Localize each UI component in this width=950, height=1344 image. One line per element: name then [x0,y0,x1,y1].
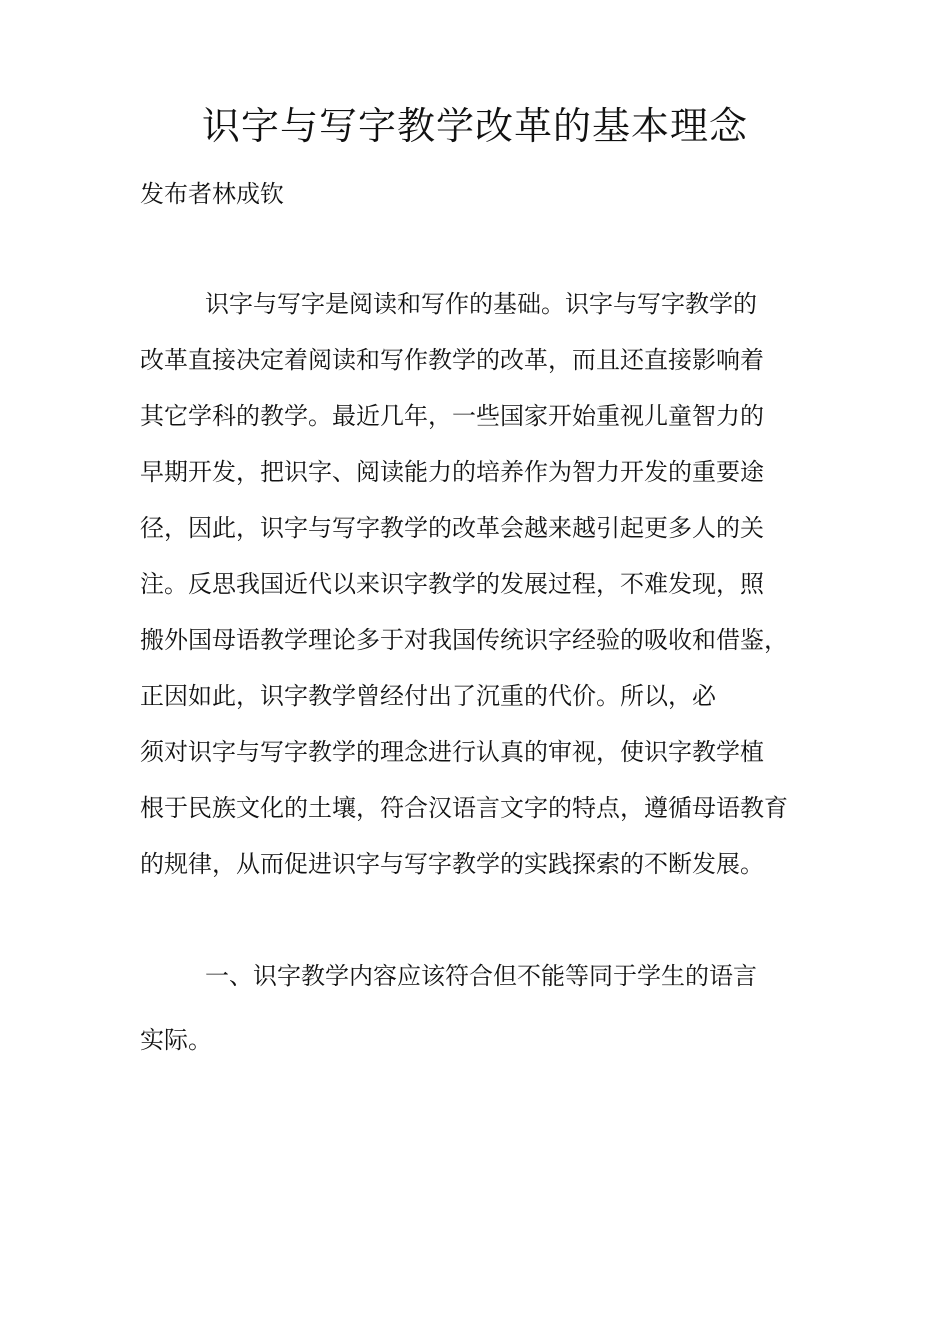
paragraph-line: 识字与写字是阅读和写作的基础。识字与写字教学的 [205,290,757,318]
heading-line: 实际。 [140,1026,212,1054]
author-line: 发布者林成钦 [140,180,284,208]
paragraph-line: 正因如此，识字教学曾经付出了沉重的代价。所以，必 [140,682,716,710]
paragraph-line: 根于民族文化的土壤，符合汉语言文字的特点，遵循母语教育 [140,794,788,822]
paragraph-line: 径，因此，识字与写字教学的改革会越来越引起更多人的关 [140,514,764,542]
document-title: 识字与写字教学改革的基本理念 [201,104,748,148]
paragraph-line: 须对识字与写字教学的理念进行认真的审视，使识字教学植 [140,738,764,766]
paragraph-line: 的规律，从而促进识字与写字教学的实践探索的不断发展。 [140,850,764,878]
paragraph-line: 注。反思我国近代以来识字教学的发展过程，不难发现，照 [140,570,764,598]
paragraph-line: 改革直接决定着阅读和写作教学的改革，而且还直接影响着 [140,346,764,374]
paragraph-line: 搬外国母语教学理论多于对我国传统识字经验的吸收和借鉴， [140,626,788,654]
paragraph-line: 其它学科的教学。最近几年，一些国家开始重视儿童智力的 [140,402,764,430]
heading-line: 一、识字教学内容应该符合但不能等同于学生的语言 [205,962,757,990]
paragraph-line: 早期开发，把识字、阅读能力的培养作为智力开发的重要途 [140,458,764,486]
